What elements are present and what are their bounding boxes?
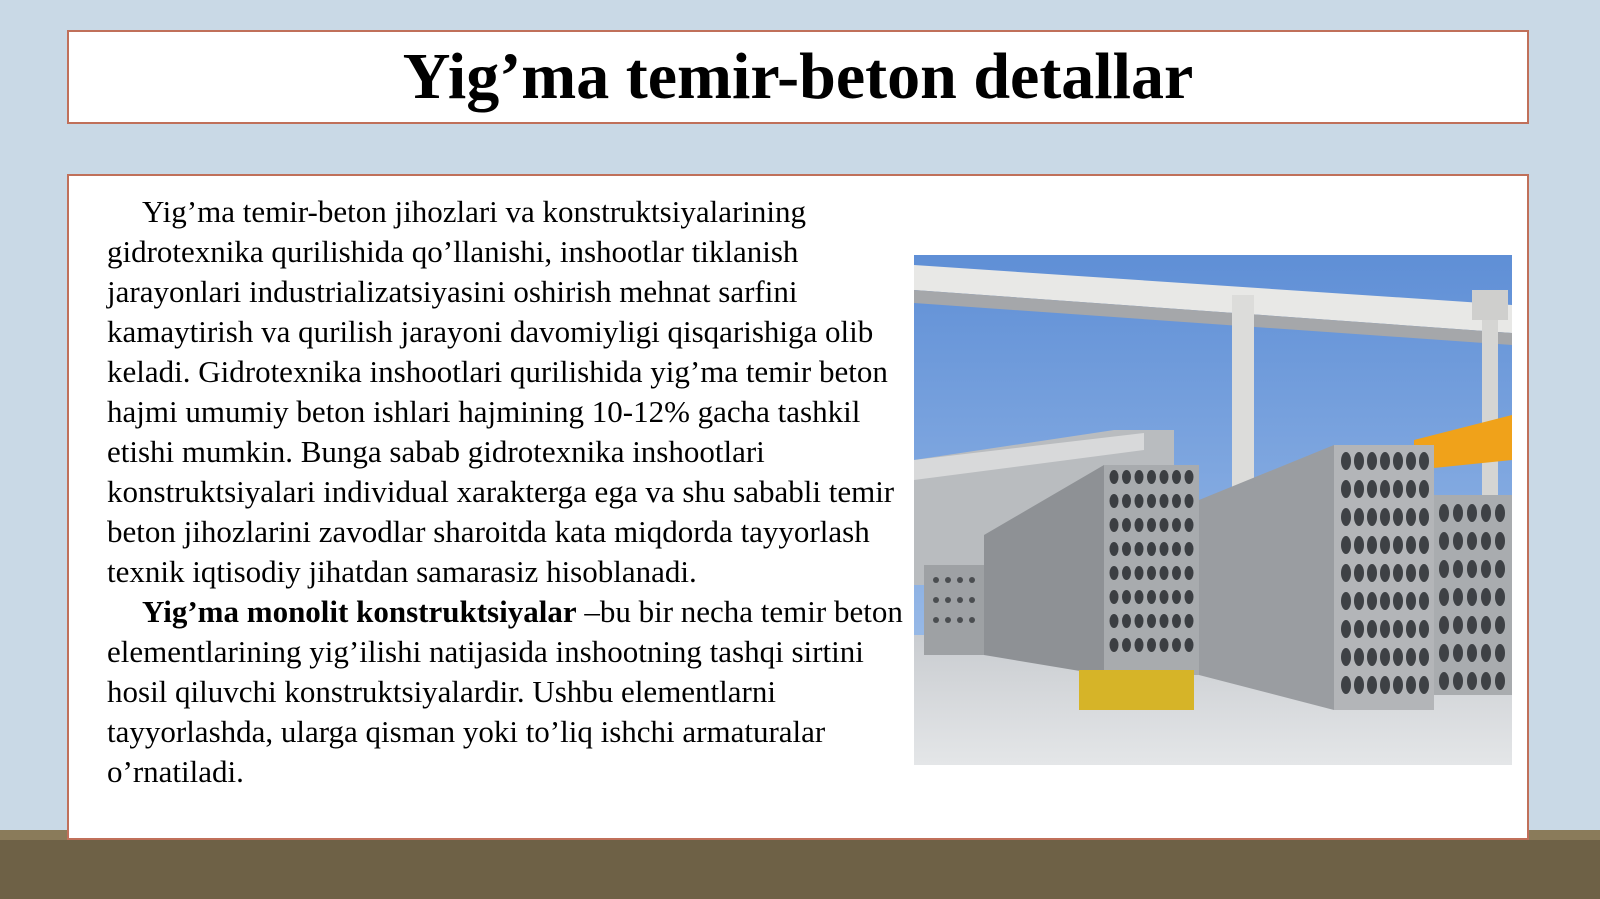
paragraph-2-bold: Yig’ma monolit konstruktsiyalar — [142, 594, 577, 629]
floor-band — [0, 830, 1600, 899]
content-box — [67, 174, 1529, 840]
precast-slabs-photo — [914, 255, 1512, 765]
paragraph-2 — [107, 592, 907, 792]
slide-title: Yig’ma temir-beton detallar — [402, 40, 1194, 113]
body-text — [107, 192, 907, 792]
paragraph-1: Yig’ma temir-beton jihozlari va konstruktsiyalarining gidrotexnika qurilishida qo’llanishi, inshootlar tiklanish jarayonlari industrializatsiyasini oshirish mehnat sarfini kamaytirish va qurilish jarayoni davomiyligi qisqarishiga olib keladi. Gidrotexnika inshootlari qurilishida yig’ma temir beton hajmi umumiy beton ishlari hajmining 10-12% gacha tashkil etishi mumkin. Bunga sabab gidrotexnika inshootlari konstruktsiyalari individual xarakterga ega va shu sababli temir beton jihozlarini zavodlar sharoitda kata miqdorda tayyorlash texnik iqtisodiy jihatdan samarasiz hisoblanadi. — [107, 194, 895, 589]
paragraph-2-rest: –bu bir necha temir beton elementlarining yig’ilishi natijasida inshootning tashqi sirtini hosil qiluvchi konstruktsiyalardir. Ushbu elementlarni tayyorlashda, ularga qisman yoki to’liq ishchi armaturalar o’rnatiladi. — [107, 594, 903, 789]
title-box — [67, 30, 1529, 124]
photo-illustration — [914, 255, 1512, 765]
